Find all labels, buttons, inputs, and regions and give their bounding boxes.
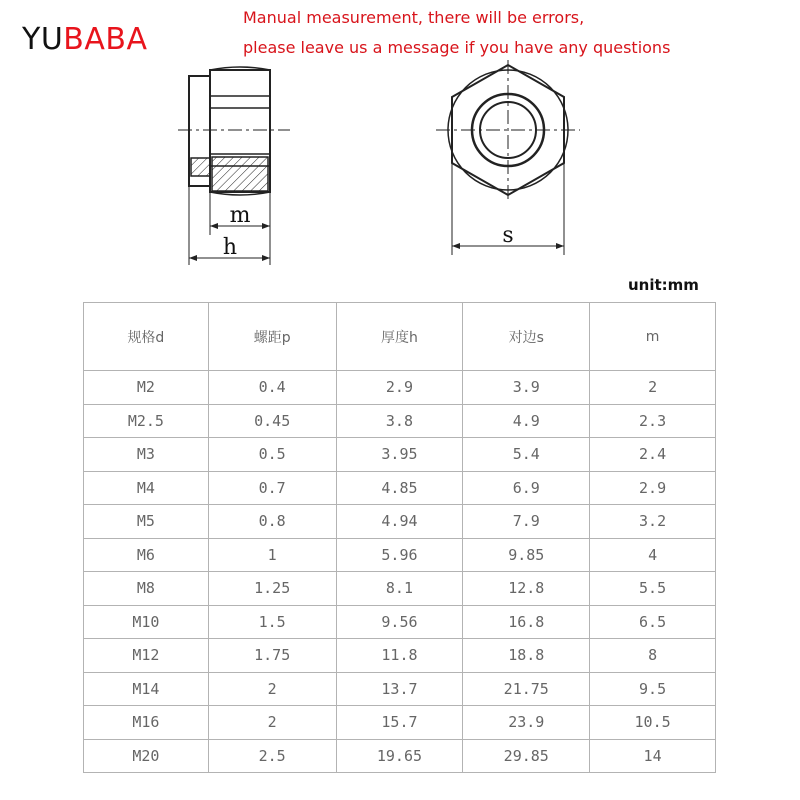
table-cell: 2.3 <box>590 404 716 438</box>
nut-technical-drawing <box>0 0 800 300</box>
table-cell: 0.8 <box>208 505 336 539</box>
table-cell: 1.25 <box>208 572 336 606</box>
table-cell: 5.5 <box>590 572 716 606</box>
table-cell: 9.85 <box>463 538 590 572</box>
table-row <box>84 371 716 405</box>
table-row <box>84 404 716 438</box>
table-cell: 29.85 <box>463 739 590 773</box>
table-cell: 0.5 <box>208 438 336 472</box>
table-cell: 5.96 <box>336 538 463 572</box>
table-row <box>84 639 716 673</box>
table-cell: 2 <box>208 672 336 706</box>
table-cell: M20 <box>84 739 209 773</box>
table-cell: 2 <box>590 371 716 405</box>
table-row <box>84 672 716 706</box>
table-cell: 3.8 <box>336 404 463 438</box>
table-row <box>84 739 716 773</box>
table-cell: 21.75 <box>463 672 590 706</box>
table-cell: 2.9 <box>336 371 463 405</box>
table-cell: 6.9 <box>463 471 590 505</box>
table-cell: 16.8 <box>463 605 590 639</box>
table-cell: M4 <box>84 471 209 505</box>
table-cell: 8.1 <box>336 572 463 606</box>
table-cell: M12 <box>84 639 209 673</box>
table-cell: 23.9 <box>463 706 590 740</box>
table-cell: M14 <box>84 672 209 706</box>
table-cell: 8 <box>590 639 716 673</box>
table-cell: 2 <box>208 706 336 740</box>
header-size: 规格d <box>84 303 209 371</box>
table-row <box>84 505 716 539</box>
label-h: h <box>222 235 238 260</box>
table-cell: M8 <box>84 572 209 606</box>
table-cell: 12.8 <box>463 572 590 606</box>
table-row <box>84 605 716 639</box>
table-cell: M2.5 <box>84 404 209 438</box>
table-cell: 2.4 <box>590 438 716 472</box>
table-cell: M10 <box>84 605 209 639</box>
table-cell: 2.9 <box>590 471 716 505</box>
header-across-flats: 对边s <box>463 303 590 371</box>
table-cell: 9.5 <box>590 672 716 706</box>
table-cell: 3.2 <box>590 505 716 539</box>
table-cell: M2 <box>84 371 209 405</box>
table-cell: 2.5 <box>208 739 336 773</box>
table-cell: 1.5 <box>208 605 336 639</box>
table-cell: 1 <box>208 538 336 572</box>
table-cell: 19.65 <box>336 739 463 773</box>
header-thickness: 厚度h <box>336 303 463 371</box>
table-cell: 4.85 <box>336 471 463 505</box>
table-row <box>84 706 716 740</box>
table-row <box>84 538 716 572</box>
table-cell: 4 <box>590 538 716 572</box>
table-cell: 18.8 <box>463 639 590 673</box>
header-pitch: 螺距p <box>208 303 336 371</box>
table-cell: 11.8 <box>336 639 463 673</box>
table-cell: 5.4 <box>463 438 590 472</box>
table-cell: 13.7 <box>336 672 463 706</box>
notice-line-1: Manual measurement, there will be errors, <box>243 8 585 27</box>
table-cell: M3 <box>84 438 209 472</box>
table-cell: M16 <box>84 706 209 740</box>
brand-logo-part1: YU <box>22 22 64 57</box>
header-m: m <box>590 303 716 371</box>
unit-label: unit:mm <box>628 276 699 294</box>
table-cell: 14 <box>590 739 716 773</box>
table-cell: 3.9 <box>463 371 590 405</box>
table-cell: 3.95 <box>336 438 463 472</box>
table-header-row <box>84 303 716 371</box>
label-s: s <box>502 223 514 248</box>
table-cell: 10.5 <box>590 706 716 740</box>
table-cell: 15.7 <box>336 706 463 740</box>
table-cell: 0.4 <box>208 371 336 405</box>
table-cell: M6 <box>84 538 209 572</box>
table-cell: 9.56 <box>336 605 463 639</box>
brand-logo-part2: BABA <box>63 22 148 57</box>
table-row <box>84 438 716 472</box>
table-cell: 1.75 <box>208 639 336 673</box>
table-cell: 4.9 <box>463 404 590 438</box>
table-row <box>84 572 716 606</box>
notice-line-2: please leave us a message if you have any questions <box>243 38 671 57</box>
table-cell: 6.5 <box>590 605 716 639</box>
table-cell: M5 <box>84 505 209 539</box>
table-row <box>84 471 716 505</box>
table-cell: 7.9 <box>463 505 590 539</box>
label-m: m <box>229 203 251 228</box>
table-cell: 4.94 <box>336 505 463 539</box>
table-cell: 0.45 <box>208 404 336 438</box>
table-cell: 0.7 <box>208 471 336 505</box>
spec-table <box>83 302 716 773</box>
